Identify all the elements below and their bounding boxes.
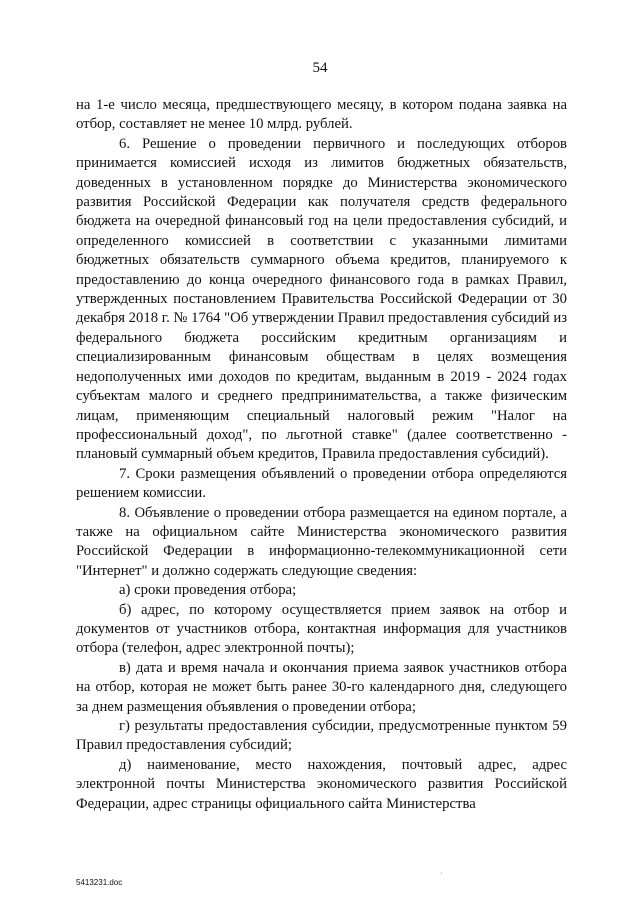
subitem-g: г) результаты предоставления субсидии, предусмотренные пунктом 59 Правил предоставления субсидий; (76, 718, 567, 754)
document-body (76, 96, 567, 814)
page-number: 54 (312, 60, 328, 76)
paragraph-continuation: на 1-е число месяца, предшествующего месяцу, в котором подана заявка на отбор, составляет не менее 10 млрд. рублей. (76, 97, 567, 133)
paragraph-item-6: 6. Решение о проведении первичного и последующих отборов принимается комиссией исходя из лимитов бюджетных обязательств, доведенных в установленном порядке до Министерства экономического развития Российской Федерации как получателя средств федерального бюджета на очередной финансовый год на цели предоставления субсидий, и определенного комиссией в соответствии с указанными лимитами бюджетных обязательств суммарного объема кредитов, планируемого к предоставлению до конца очередного финансового года в рамках Правил, утвержденных постановлением Правительства Российской Федерации от 30 декабря 2018 г. № 1764 "Об утверждении Правил предоставления субсидий из федерального бюджета российским кредитным организациям и специализированным финансовым обществам в целях возмещения недополученных ими доходов по кредитам, выданным в 2019 - 2024 годах субъектам малого и среднего предпринимательства, а также физическим лицам, применяющим специальный налоговый режим "Налог на профессиональный доход", по льготной ставке" (далее соответственно - плановый суммарный объем кредитов, Правила предоставления субсидий). (76, 135, 567, 463)
footer-doc-id: 5413231.doc (76, 878, 123, 887)
subitem-v: в) дата и время начала и окончания приема заявок участников отбора на отбор, которая не может быть ранее 30-го календарного дня, следующего за днем размещения объявления о проведении отбора; (76, 659, 567, 715)
subitem-a: а) сроки проведения отбора; (119, 582, 297, 599)
scan-artifact: · (440, 869, 443, 878)
paragraph-item-7: 7. Сроки размещения объявлений о проведении отбора определяются решением комиссии. (76, 465, 567, 502)
paragraph-item-8: 8. Объявление о проведении отбора размещается на едином портале, а также на официальном сайте Министерства экономического развития Российской Федерации в информационно-телекоммуникационной сети "Интернет" и должно содержать следующие сведения: (76, 504, 567, 579)
subitem-d: д) наименование, место нахождения, почтовый адрес, адрес электронной почты Министерства экономического развития Российской Федерации, адрес страницы официального сайта Министерства (76, 756, 567, 812)
subitem-b: б) адрес, по которому осуществляется прием заявок на отбор и документов от участников отбора, контактная информация для участников отбора (телефон, адрес электронной почты); (76, 601, 567, 657)
